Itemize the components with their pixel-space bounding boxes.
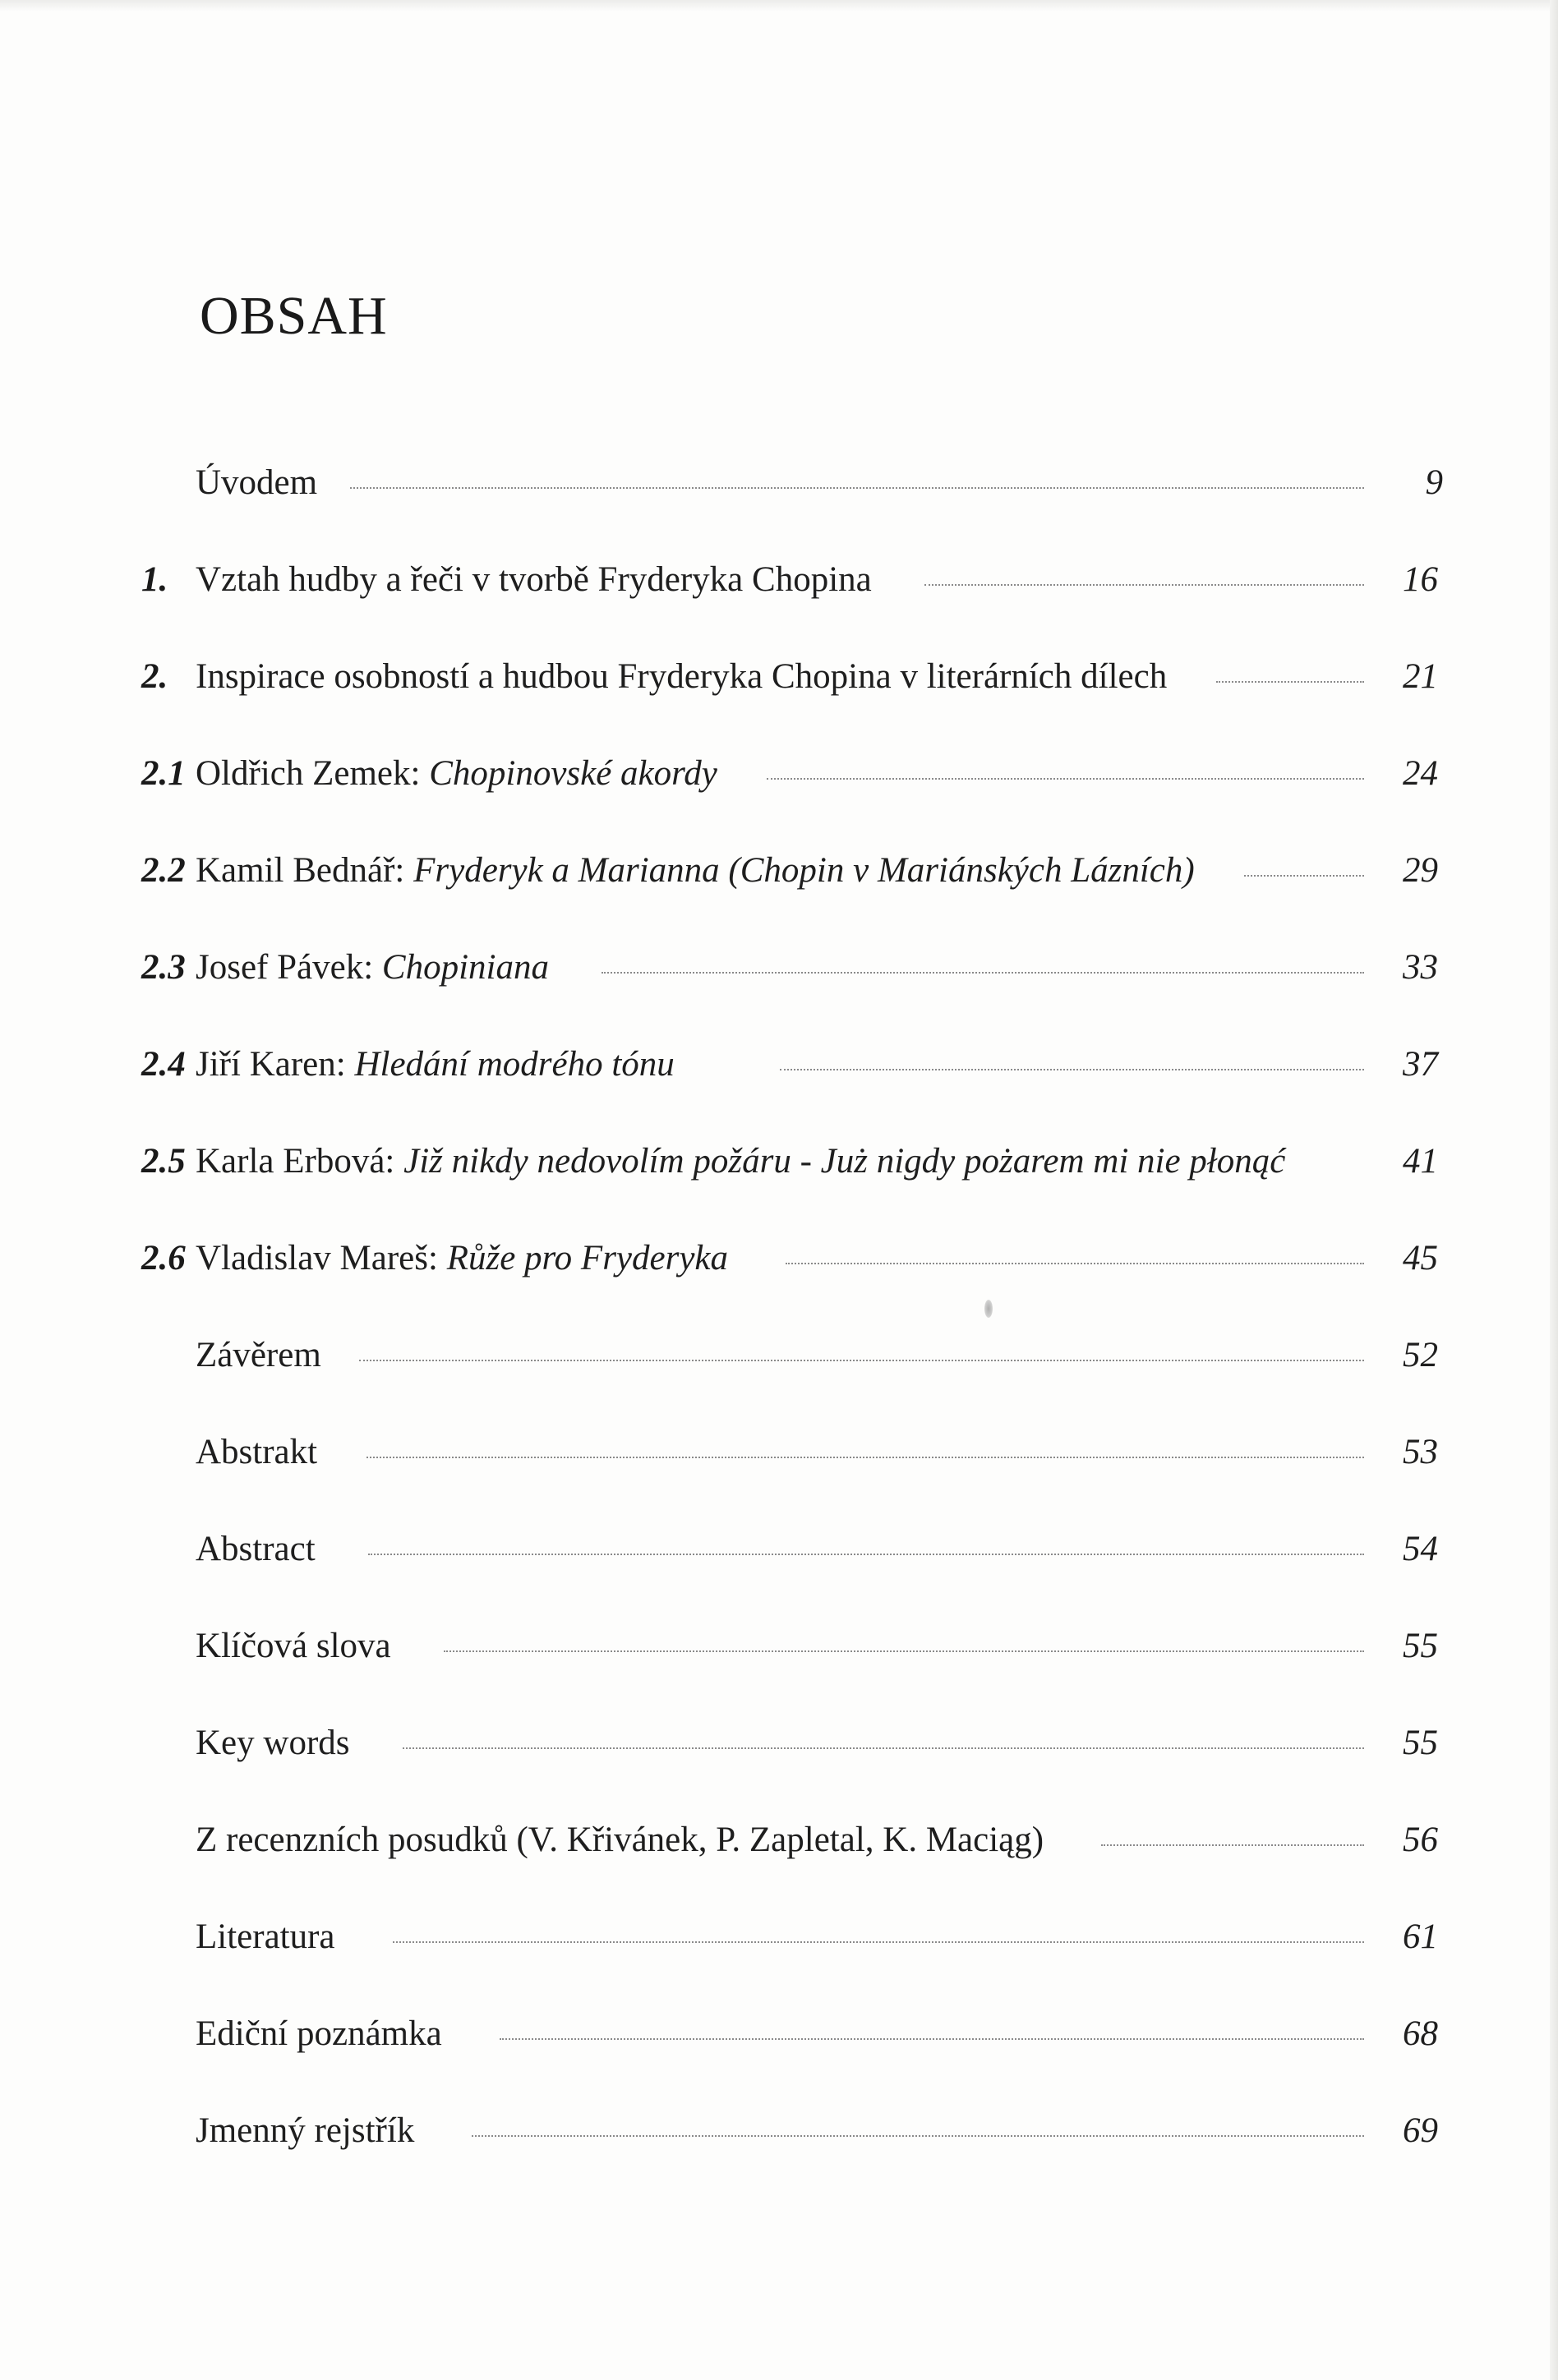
toc-row-chapter-1 xyxy=(0,555,1558,605)
entry-title: Abstrakt xyxy=(196,1433,318,1471)
toc-entry xyxy=(196,1913,1364,1962)
page-number: 68 xyxy=(1403,2014,1438,2053)
chapter-number: 2.5 xyxy=(141,1142,186,1181)
toc-row-2-5 xyxy=(0,1137,1558,1186)
toc-row-2-1 xyxy=(0,749,1558,799)
dot-leader xyxy=(1101,1844,1364,1846)
toc-row-uvodem xyxy=(0,458,1558,508)
toc-row-2-6 xyxy=(0,1234,1558,1283)
toc-row-key-words xyxy=(0,1719,1558,1768)
toc-row-jmenny-rejstrik xyxy=(0,2106,1558,2156)
dot-leader xyxy=(366,1456,1364,1458)
entry-title: Vztah hudby a řeči v tvorbě Fryderyka Chopina xyxy=(196,560,872,599)
page-number: 45 xyxy=(1403,1239,1438,1277)
entry-title: Karla Erbová: Již nikdy nedovolím požáru - Już nigdy pożarem mi nie płonąć xyxy=(196,1142,1286,1181)
dot-leader xyxy=(1244,874,1364,877)
dot-leader xyxy=(403,1747,1365,1749)
page-number: 37 xyxy=(1403,1045,1438,1084)
page-number: 16 xyxy=(1403,560,1438,599)
page-number: 24 xyxy=(1403,754,1438,793)
dot-leader xyxy=(359,1359,1364,1361)
page-number: 69 xyxy=(1403,2111,1438,2150)
dot-leader xyxy=(444,1650,1364,1652)
entry-title: Vladislav Mareš: Růže pro Fryderyka xyxy=(196,1239,729,1277)
toc-entry xyxy=(196,1040,1364,1089)
toc-entry xyxy=(196,1816,1364,1865)
entry-title: Inspirace osobností a hudbou Fryderyka Chopina v literárních dílech xyxy=(196,657,1168,696)
entry-title: Kamil Bednář: Fryderyk a Marianna (Chopin v Mariánských Lázních) xyxy=(196,851,1195,890)
entry-title: Josef Pávek: Chopiniana xyxy=(196,948,549,987)
page-number: 33 xyxy=(1403,948,1438,987)
toc-row-edicni-poznamka xyxy=(0,2009,1558,2059)
entry-title: Ediční poznámka xyxy=(196,2014,442,2053)
entry-title: Abstract xyxy=(196,1530,316,1568)
toc-entry xyxy=(196,846,1364,895)
page-number: 55 xyxy=(1403,1724,1438,1762)
toc-entry xyxy=(196,652,1364,702)
page-number: 9 xyxy=(1425,463,1443,502)
toc-entry xyxy=(196,555,1364,605)
chapter-number: 2.6 xyxy=(141,1239,186,1277)
toc-row-zaverem xyxy=(0,1331,1558,1380)
page-number: 52 xyxy=(1403,1336,1438,1374)
toc-entry xyxy=(196,943,1364,992)
toc-row-recenze xyxy=(0,1816,1558,1865)
dot-leader xyxy=(350,486,1364,489)
page-number: 61 xyxy=(1403,1917,1438,1956)
entry-title: Z recenzních posudků (V. Křivánek, P. Zapletal, K. Maciąg) xyxy=(196,1821,1044,1859)
toc-row-2-2 xyxy=(0,846,1558,895)
chapter-number: 2.2 xyxy=(141,851,186,890)
toc-entry xyxy=(196,2009,1364,2059)
toc-entry xyxy=(196,1137,1364,1186)
dot-leader xyxy=(1216,680,1364,683)
toc-entry xyxy=(196,1331,1364,1380)
dot-leader xyxy=(393,1940,1364,1943)
toc-entry xyxy=(196,1719,1364,1768)
toc-entry xyxy=(196,1234,1364,1283)
page-number: 21 xyxy=(1403,657,1438,696)
page-number: 56 xyxy=(1403,1821,1438,1859)
dot-leader xyxy=(472,2134,1364,2137)
toc-row-abstract xyxy=(0,1525,1558,1574)
entry-title: Klíčová slova xyxy=(196,1627,391,1665)
toc-row-2-4 xyxy=(0,1040,1558,1089)
entry-title: Jmenný rejstřík xyxy=(196,2111,415,2150)
entry-title: Key words xyxy=(196,1724,350,1762)
page-number: 54 xyxy=(1403,1530,1438,1568)
dot-leader xyxy=(602,971,1364,974)
toc-row-literatura xyxy=(0,1913,1558,1962)
entry-title: Literatura xyxy=(196,1917,335,1956)
dot-leader xyxy=(786,1262,1364,1264)
toc-row-abstrakt xyxy=(0,1428,1558,1477)
page-title: OBSAH xyxy=(200,286,388,346)
toc-row-2-3 xyxy=(0,943,1558,992)
entry-title: Závěrem xyxy=(196,1336,321,1374)
page-number: 29 xyxy=(1403,851,1438,890)
chapter-number: 1. xyxy=(141,560,168,599)
dot-leader xyxy=(780,1068,1364,1070)
toc-entry xyxy=(196,1622,1364,1671)
entry-title: Úvodem xyxy=(196,463,318,502)
entry-title: Jiří Karen: Hledání modrého tónu xyxy=(196,1045,675,1084)
chapter-number: 2. xyxy=(141,657,168,696)
page-number: 55 xyxy=(1403,1627,1438,1665)
chapter-number: 2.4 xyxy=(141,1045,186,1084)
chapter-number: 2.3 xyxy=(141,948,186,987)
entry-title: Oldřich Zemek: Chopinovské akordy xyxy=(196,754,717,793)
toc-entry xyxy=(196,1428,1364,1477)
dot-leader xyxy=(767,777,1364,780)
toc-row-klicova-slova xyxy=(0,1622,1558,1671)
toc-entry xyxy=(196,749,1364,799)
dot-leader xyxy=(500,2037,1364,2040)
dot-leader xyxy=(924,583,1364,586)
chapter-number: 2.1 xyxy=(141,754,186,793)
toc-row-chapter-2 xyxy=(0,652,1558,702)
toc-entry xyxy=(196,1525,1364,1574)
page-number: 41 xyxy=(1403,1142,1438,1181)
page-number: 53 xyxy=(1403,1433,1438,1471)
toc-entry xyxy=(196,2106,1364,2156)
dot-leader xyxy=(368,1553,1364,1555)
ink-smudge xyxy=(984,1300,993,1318)
toc-entry xyxy=(196,458,1364,508)
